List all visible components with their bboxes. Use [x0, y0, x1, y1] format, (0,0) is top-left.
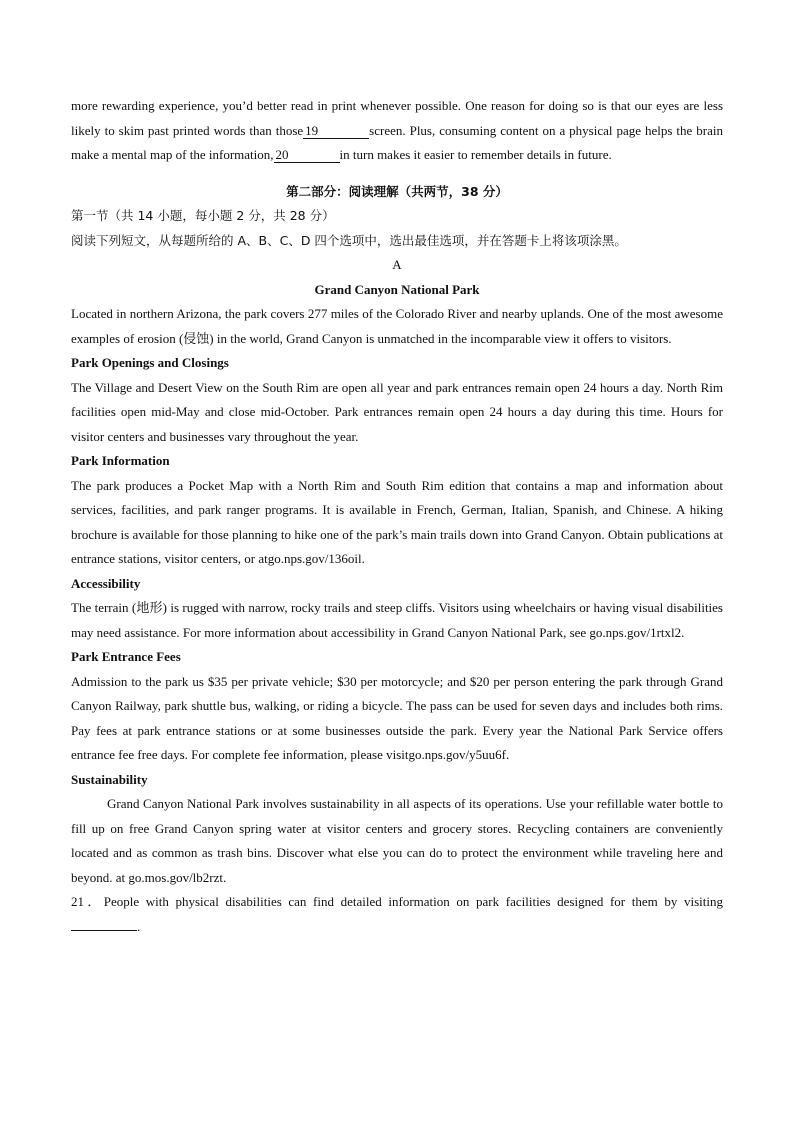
section-body: Grand Canyon National Park involves sustainability in all aspects of its operations. Use your refillable water bottle to fill up on free Grand Canyon spring water at visitor centers and grocery stores. Recycling containers are conveniently located and as common as trash bins. Discover what else you can do to protect the environment while traveling here and beyond. at go.mos.gov/lb2rzt.: [71, 796, 723, 885]
section-heading: Park Entrance Fees: [71, 649, 181, 664]
page-content: [71, 94, 723, 939]
section-body: The park produces a Pocket Map with a North Rim and South Rim edition that contains a map and information about services, facilities, and park ranger programs. It is available in French, German, Italian, Spanish, and Chinese. A hiking brochure is available for those planning to hike one of the park’s main trails down into Grand Canyon. Obtain publications at entrance stations, visitor centers, or atgo.nps.gov/136oil.: [71, 477, 723, 566]
cloze-text: in turn makes it easier to remember details in: [339, 147, 575, 162]
cloze-passage-ending: [71, 94, 723, 168]
reading-instruction: 阅读下列短文，从每题所给的 A、B、C、D 四个选项中，选出最佳选项，并在答题卡上将该项涂黑。: [71, 232, 627, 248]
passage-title: Grand Canyon National Park: [314, 281, 480, 297]
cloze-text: are less likely to skim past printed words than those: [71, 98, 723, 138]
section-body: The terrain (地形) is rugged with narrow, rocky trails and steep cliffs. Visitors using wheelchairs or having visual disabilities may need assistance. For more information about accessibility in Grand Canyon National Park, see go.nps.gov/1rtxl2.: [71, 600, 723, 640]
blank-19: 19: [303, 123, 369, 139]
cloze-line: [71, 94, 723, 168]
section-one-label: 第一节（共 14 小题，每小题 2 分，共 28 分）: [71, 208, 335, 223]
passage-letter: A: [392, 257, 402, 272]
cloze-text: more rewarding experience, you’d better read in print whenever possible. One reason for doing so is that our eyes: [71, 98, 680, 113]
answer-blank-21: [71, 915, 137, 931]
cloze-text: helps the brain make a mental map of the information,: [71, 122, 723, 162]
section-heading: Park Openings and Closings: [71, 355, 229, 370]
section-heading: Sustainability: [71, 771, 148, 787]
passage-intro: Located in northern Arizona, the park covers 277 miles of the Colorado River and nearby uplands. One of the most awesome examples of erosion (侵蚀) in the world, Grand Canyon is unmatched in the incomparable view it offers to visitors.: [71, 306, 723, 346]
question-21: [71, 890, 723, 939]
section-body: The Village and Desert View on the South Rim are open all year and park entrances remain open 24 hours a day. North Rim facilities open mid-May and close mid-October. Park entrances remain open 24 hours a day during this time. Hours for visitor centers and businesses vary throughout the year.: [71, 379, 723, 444]
section-heading: Park Information: [71, 453, 170, 468]
cloze-text: screen. Plus, consuming content on a physical page: [369, 122, 642, 138]
section-heading: Accessibility: [71, 575, 141, 591]
cloze-text: future.: [577, 147, 612, 162]
question-21-end: .: [137, 918, 141, 934]
blank-20: 20: [274, 147, 340, 163]
part-two-title: 第二部分：阅读理解（共两节，38 分）: [286, 183, 508, 199]
section-body: Admission to the park us $35 per private vehicle; $30 per motorcycle; and $20 per person entering the park through Grand Canyon Railway, park shuttle bus, walking, or riding a bicycle. The pass can be used for seven days and includes both rims. Pay fees at park entrance stations or at some businesses outside the park. Every year the National Park Service offers entrance fee free days. For complete fee information, please visitgo.nps.gov/y5uu6f.: [71, 673, 723, 762]
question-21-text: 21．People with physical disabilities can find detailed information on park facilities designed for them by visiting: [71, 894, 723, 909]
